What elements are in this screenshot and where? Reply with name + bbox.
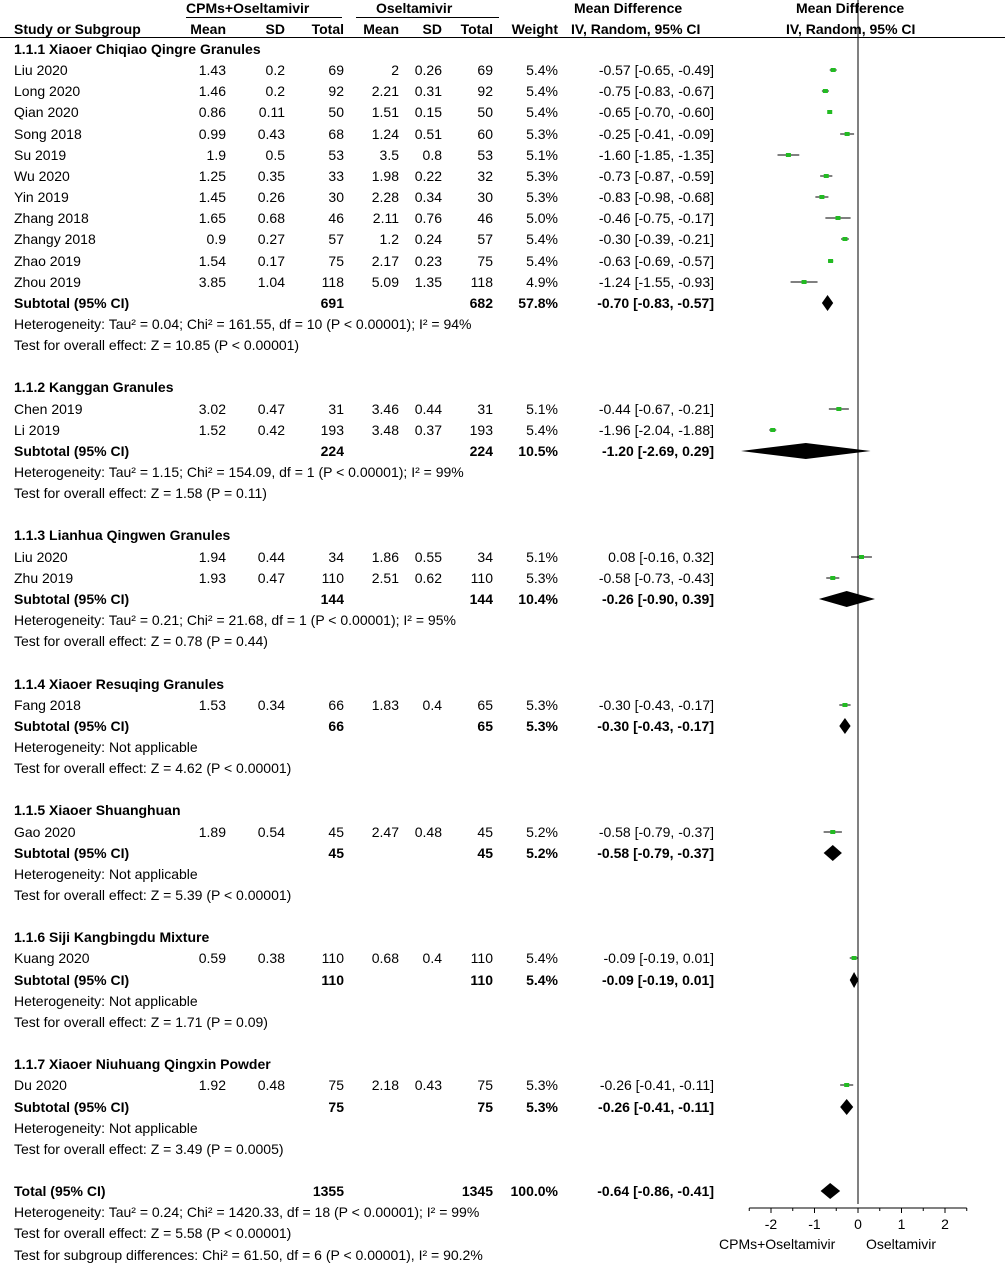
control-total: 118	[470, 274, 493, 290]
study-weight: 5.1%	[526, 401, 558, 417]
study-point-marker	[819, 195, 824, 199]
study-name: Zhao 2019	[14, 253, 81, 269]
subtotal-treatment-total: 45	[328, 845, 344, 861]
study-point-marker	[824, 174, 829, 178]
subtotal-label: Subtotal (95% CI)	[14, 1099, 130, 1115]
control-sd: 0.37	[414, 422, 442, 438]
control-mean: 3.5	[379, 147, 399, 163]
study-weight: 5.4%	[526, 422, 558, 438]
control-total: 110	[470, 950, 493, 966]
statistics-note-text: Test for overall effect: Z = 3.49 (P = 0.0005)	[14, 1141, 284, 1157]
x-axis-tick-label: 2	[941, 1216, 949, 1232]
treatment-mean: 0.59	[198, 950, 226, 966]
statistics-note-text: Test for overall effect: Z = 5.58 (P < 0.00001)	[14, 1225, 292, 1241]
study-weight: 5.3%	[526, 168, 558, 184]
statistics-note-text: Heterogeneity: Tau² = 1.15; Chi² = 154.09, df = 1 (P < 0.00001); I² = 99%	[14, 464, 464, 480]
study-mean-difference-ci: -0.09 [-0.19, 0.01]	[603, 950, 714, 966]
control-total: 92	[477, 83, 493, 99]
subtotal-treatment-total: 224	[320, 443, 344, 459]
treatment-mean: 1.65	[198, 210, 226, 226]
treatment-sd: 0.48	[257, 1077, 285, 1093]
group2-header: Oseltamivir	[376, 0, 453, 16]
study-weight: 5.4%	[526, 83, 558, 99]
treatment-total: 45	[328, 824, 344, 840]
study-point-marker	[770, 428, 775, 432]
subtotal-label: Subtotal (95% CI)	[14, 972, 130, 988]
study-mean-difference-ci: -0.58 [-0.79, -0.37]	[598, 824, 714, 840]
subgroup-title: 1.1.2 Kanggan Granules	[14, 379, 174, 395]
subtotal-diamond	[840, 1099, 853, 1115]
subtotal-treatment-total: 110	[321, 972, 344, 988]
statistics-note-text: Test for overall effect: Z = 4.62 (P < 0.00001)	[14, 760, 292, 776]
subtotal-diamond	[824, 845, 842, 861]
subtotal-diamond	[819, 591, 875, 607]
study-mean-difference-ci: -0.30 [-0.43, -0.17]	[598, 697, 714, 713]
treatment-mean: 1.46	[198, 83, 226, 99]
statistics-note-text: Test for overall effect: Z = 10.85 (P < 0.00001)	[14, 337, 300, 353]
study-name: Zhou 2019	[14, 274, 81, 290]
study-weight: 5.1%	[526, 549, 558, 565]
statistics-note-text: Heterogeneity: Tau² = 0.04; Chi² = 161.55, df = 10 (P < 0.00001); I² = 94%	[14, 316, 472, 332]
statistics-note-text: Heterogeneity: Not applicable	[14, 1120, 198, 1136]
control-total: 50	[477, 104, 493, 120]
study-name: Qian 2020	[14, 104, 79, 120]
study-mean-difference-ci: -0.46 [-0.75, -0.17]	[598, 210, 714, 226]
weight-column-header: Weight	[511, 21, 558, 37]
control-mean: 2.17	[371, 253, 399, 269]
x-axis-tick-label: -1	[808, 1216, 821, 1232]
treatment-total: 75	[328, 253, 344, 269]
study-weight: 5.4%	[526, 950, 558, 966]
control-sd: 0.34	[414, 189, 442, 205]
study-weight: 5.4%	[526, 62, 558, 78]
study-name: Kuang 2020	[14, 950, 90, 966]
treatment-mean: 0.9	[206, 231, 226, 247]
subtotal-treatment-total: 66	[328, 718, 344, 734]
statistics-note-text: Heterogeneity: Not applicable	[14, 866, 198, 882]
subtotal-mean-difference-ci: -0.58 [-0.79, -0.37]	[597, 845, 714, 861]
treatment-total: 68	[328, 126, 344, 142]
treatment-total: 69	[328, 62, 344, 78]
statistics-note-text: Test for subgroup differences: Chi² = 61.50, df = 6 (P < 0.00001), I² = 90.2%	[14, 1247, 483, 1263]
study-point-marker	[842, 237, 847, 241]
subtotal-mean-difference-ci: -0.30 [-0.43, -0.17]	[597, 718, 714, 734]
study-name: Song 2018	[14, 126, 82, 142]
study-weight: 5.1%	[526, 147, 558, 163]
control-sd: 0.4	[422, 697, 442, 713]
subtotal-control-total: 45	[477, 845, 493, 861]
subtotal-mean-difference-ci: -0.70 [-0.83, -0.57]	[597, 295, 714, 311]
study-weight: 5.4%	[526, 253, 558, 269]
study-weight: 5.3%	[526, 1077, 558, 1093]
study-weight: 5.2%	[526, 824, 558, 840]
study-point-marker	[852, 956, 857, 960]
study-weight: 4.9%	[526, 274, 558, 290]
control-total: 57	[477, 231, 493, 247]
subtotal-label: Subtotal (95% CI)	[14, 718, 130, 734]
study-weight: 5.3%	[526, 697, 558, 713]
control-mean: 1.98	[371, 168, 399, 184]
subtotal-weight: 5.3%	[526, 1099, 558, 1115]
control-total: 193	[469, 422, 493, 438]
control-mean: 3.48	[371, 422, 399, 438]
control-mean: 1.86	[371, 549, 399, 565]
study-name: Chen 2019	[14, 401, 83, 417]
study-mean-difference-ci: -0.58 [-0.73, -0.43]	[598, 570, 714, 586]
study-mean-difference-ci: -0.26 [-0.41, -0.11]	[599, 1077, 714, 1093]
treatment-sd: 0.35	[257, 168, 285, 184]
treatment-total: 66	[328, 697, 344, 713]
treatment-sd: 0.2	[265, 62, 285, 78]
control-total: 30	[477, 189, 493, 205]
study-point-marker	[830, 830, 835, 834]
subgroup-title: 1.1.7 Xiaoer Niuhuang Qingxin Powder	[14, 1056, 271, 1072]
treatment-total: 50	[328, 104, 344, 120]
study-point-marker	[823, 89, 828, 93]
control-total: 31	[477, 401, 493, 417]
control-mean: 1.24	[371, 126, 399, 142]
study-weight: 5.4%	[526, 104, 558, 120]
treatment-total: 30	[328, 189, 344, 205]
control-mean: 2.21	[371, 83, 399, 99]
study-mean-difference-ci: 0.08 [-0.16, 0.32]	[608, 549, 714, 565]
treatment-total: 46	[328, 210, 344, 226]
study-name: Du 2020	[14, 1077, 67, 1093]
overall-total-mean-difference-ci: -0.64 [-0.86, -0.41]	[597, 1183, 714, 1199]
study-weight: 5.3%	[526, 570, 558, 586]
control-sd: 0.44	[414, 401, 442, 417]
subtotal-weight: 10.4%	[518, 591, 558, 607]
study-mean-difference-ci: -0.57 [-0.65, -0.49]	[598, 62, 714, 78]
study-point-marker	[844, 1083, 849, 1087]
control-total: 45	[477, 824, 493, 840]
total2-column-header: Total	[460, 21, 493, 37]
study-name: Wu 2020	[14, 168, 70, 184]
subgroup-title: 1.1.3 Lianhua Qingwen Granules	[14, 527, 231, 543]
study-name: Zhu 2019	[14, 570, 74, 586]
statistics-note-text: Test for overall effect: Z = 5.39 (P < 0.00001)	[14, 887, 292, 903]
ci-table-column-header: IV, Random, 95% CI	[571, 21, 701, 37]
treatment-sd: 0.38	[257, 950, 285, 966]
treatment-total: 33	[328, 168, 344, 184]
treatment-mean: 0.86	[198, 104, 226, 120]
study-name: Zhang 2018	[14, 210, 89, 226]
study-mean-difference-ci: -0.83 [-0.98, -0.68]	[598, 189, 714, 205]
treatment-sd: 0.43	[257, 126, 285, 142]
control-sd: 0.76	[414, 210, 442, 226]
treatment-sd: 0.34	[257, 697, 285, 713]
control-sd: 0.22	[414, 168, 442, 184]
overall-total-control-total: 1345	[461, 1183, 493, 1199]
subtotal-diamond	[741, 443, 871, 459]
subtotal-control-total: 224	[469, 443, 493, 459]
study-mean-difference-ci: -1.96 [-2.04, -1.88]	[598, 422, 714, 438]
treatment-sd: 0.2	[265, 83, 285, 99]
subtotal-treatment-total: 75	[328, 1099, 344, 1115]
study-mean-difference-ci: -0.30 [-0.39, -0.21]	[598, 231, 714, 247]
x-axis-tick-label: 1	[897, 1216, 906, 1232]
study-point-marker	[831, 68, 836, 72]
control-sd: 0.31	[414, 83, 442, 99]
treatment-mean: 1.54	[198, 253, 226, 269]
control-mean: 2.28	[371, 189, 399, 205]
treatment-mean: 1.25	[198, 168, 226, 184]
study-mean-difference-ci: -0.25 [-0.41, -0.09]	[598, 126, 714, 142]
subgroup-title: 1.1.4 Xiaoer Resuqing Granules	[14, 676, 225, 692]
control-mean: 2	[391, 62, 399, 78]
treatment-mean: 1.53	[198, 697, 226, 713]
treatment-total: 75	[328, 1077, 344, 1093]
subtotal-mean-difference-ci: -1.20 [-2.69, 0.29]	[601, 443, 714, 459]
study-point-marker	[827, 110, 832, 114]
study-point-marker	[830, 576, 835, 580]
control-total: 60	[477, 126, 493, 142]
subtotal-diamond	[850, 972, 859, 988]
treatment-mean: 1.94	[198, 549, 226, 565]
control-mean: 1.2	[379, 231, 399, 247]
treatment-sd: 0.17	[257, 253, 285, 269]
md-table-header: Mean Difference	[574, 0, 683, 16]
statistics-note-text: Heterogeneity: Not applicable	[14, 739, 198, 755]
control-sd: 0.8	[422, 147, 442, 163]
overall-total-treatment-total: 1355	[312, 1183, 344, 1199]
treatment-mean: 1.45	[198, 189, 226, 205]
treatment-sd: 0.5	[265, 147, 285, 163]
statistics-note-text: Test for overall effect: Z = 0.78 (P = 0.44)	[14, 633, 268, 649]
subtotal-weight: 5.4%	[526, 972, 558, 988]
subtotal-control-total: 75	[477, 1099, 493, 1115]
study-point-marker	[802, 280, 807, 284]
subtotal-treatment-total: 691	[320, 295, 344, 311]
study-name: Liu 2020	[14, 549, 68, 565]
control-sd: 1.35	[414, 274, 442, 290]
subtotal-control-total: 682	[469, 295, 493, 311]
subtotal-mean-difference-ci: -0.09 [-0.19, 0.01]	[601, 972, 714, 988]
control-sd: 0.24	[414, 231, 442, 247]
study-weight: 5.3%	[526, 189, 558, 205]
treatment-sd: 0.27	[257, 231, 285, 247]
x-axis-tick-label: -2	[764, 1216, 778, 1232]
subtotal-control-total: 144	[469, 591, 493, 607]
control-mean: 2.18	[371, 1077, 399, 1093]
study-point-marker	[842, 703, 847, 707]
study-column-header: Study or Subgroup	[14, 21, 141, 37]
group1-header: CPMs+Oseltamivir	[186, 0, 310, 16]
subtotal-diamond	[839, 718, 850, 734]
control-mean: 0.68	[371, 950, 399, 966]
control-sd: 0.51	[414, 126, 442, 142]
control-mean: 2.11	[372, 210, 399, 226]
statistics-note-text: Test for overall effect: Z = 1.71 (P = 0.09)	[14, 1014, 268, 1030]
treatment-sd: 0.54	[257, 824, 285, 840]
study-mean-difference-ci: -1.24 [-1.55, -0.93]	[598, 274, 714, 290]
control-mean: 2.51	[371, 570, 399, 586]
control-mean: 5.09	[371, 274, 399, 290]
treatment-mean: 1.93	[198, 570, 226, 586]
overall-diamond	[821, 1183, 841, 1199]
treatment-mean: 3.85	[198, 274, 226, 290]
study-name: Yin 2019	[14, 189, 69, 205]
subtotal-label: Subtotal (95% CI)	[14, 591, 130, 607]
control-total: 69	[477, 62, 493, 78]
favours-right-label: Oseltamivir	[866, 1236, 937, 1252]
control-total: 34	[477, 549, 493, 565]
sd2-column-header: SD	[422, 21, 442, 37]
treatment-mean: 1.9	[206, 147, 226, 163]
subtotal-weight: 10.5%	[518, 443, 558, 459]
treatment-sd: 0.47	[257, 401, 285, 417]
statistics-note-text: Test for overall effect: Z = 1.58 (P = 0.11)	[14, 485, 267, 501]
subgroup-title: 1.1.6 Siji Kangbingdu Mixture	[14, 929, 210, 945]
statistics-note-text: Heterogeneity: Not applicable	[14, 993, 198, 1009]
study-point-marker	[859, 555, 864, 559]
overall-total-weight: 100.0%	[510, 1183, 558, 1199]
treatment-total: 57	[328, 231, 344, 247]
control-total: 53	[477, 147, 493, 163]
subtotal-mean-difference-ci: -0.26 [-0.90, 0.39]	[601, 591, 714, 607]
favours-left-label: CPMs+Oseltamivir	[719, 1236, 836, 1252]
control-total: 110	[470, 570, 493, 586]
treatment-sd: 0.68	[257, 210, 285, 226]
study-name: Long 2020	[14, 83, 81, 99]
control-mean: 1.83	[371, 697, 399, 713]
subtotal-weight: 5.3%	[526, 718, 558, 734]
control-mean: 1.51	[371, 104, 399, 120]
study-name: Li 2019	[14, 422, 60, 438]
study-weight: 5.4%	[526, 231, 558, 247]
mean1-column-header: Mean	[190, 21, 226, 37]
subtotal-control-total: 65	[477, 718, 493, 734]
treatment-total: 92	[328, 83, 344, 99]
control-mean: 3.46	[371, 401, 399, 417]
control-total: 46	[477, 210, 493, 226]
subtotal-weight: 57.8%	[518, 295, 558, 311]
total1-column-header: Total	[311, 21, 344, 37]
subtotal-label: Subtotal (95% CI)	[14, 845, 130, 861]
treatment-total: 110	[321, 570, 344, 586]
subtotal-control-total: 110	[470, 972, 493, 988]
treatment-total: 118	[321, 274, 344, 290]
treatment-total: 31	[328, 401, 344, 417]
study-point-marker	[845, 132, 850, 136]
md-plot-header: Mean Difference	[796, 0, 905, 16]
control-sd: 0.15	[414, 104, 442, 120]
study-weight: 5.0%	[526, 210, 558, 226]
control-mean: 2.47	[371, 824, 399, 840]
control-total: 75	[477, 1077, 493, 1093]
subtotal-weight: 5.2%	[526, 845, 558, 861]
control-sd: 0.48	[414, 824, 442, 840]
treatment-mean: 0.99	[198, 126, 226, 142]
control-total: 65	[477, 697, 493, 713]
control-sd: 0.55	[414, 549, 442, 565]
control-total: 32	[477, 168, 493, 184]
subtotal-label: Subtotal (95% CI)	[14, 295, 130, 311]
statistics-note-text: Heterogeneity: Tau² = 0.24; Chi² = 1420.33, df = 18 (P < 0.00001); I² = 99%	[14, 1204, 480, 1220]
control-sd: 0.62	[414, 570, 442, 586]
study-point-marker	[835, 216, 840, 220]
x-axis-tick-label: 0	[854, 1216, 862, 1232]
study-mean-difference-ci: -0.44 [-0.67, -0.21]	[598, 401, 714, 417]
subgroup-title: 1.1.5 Xiaoer Shuanghuan	[14, 802, 181, 818]
treatment-sd: 0.44	[257, 549, 285, 565]
mean2-column-header: Mean	[363, 21, 399, 37]
treatment-sd: 0.47	[257, 570, 285, 586]
subtotal-diamond	[822, 295, 833, 311]
study-mean-difference-ci: -1.60 [-1.85, -1.35]	[598, 147, 714, 163]
study-name: Fang 2018	[14, 697, 81, 713]
study-point-marker	[786, 153, 791, 157]
subtotal-treatment-total: 144	[320, 591, 344, 607]
treatment-mean: 1.43	[198, 62, 226, 78]
control-total: 75	[477, 253, 493, 269]
subtotal-mean-difference-ci: -0.26 [-0.41, -0.11]	[598, 1099, 714, 1115]
control-sd: 0.26	[414, 62, 442, 78]
treatment-total: 34	[328, 549, 344, 565]
study-name: Gao 2020	[14, 824, 76, 840]
treatment-total: 110	[321, 950, 344, 966]
study-mean-difference-ci: -0.63 [-0.69, -0.57]	[598, 253, 714, 269]
treatment-mean: 1.89	[198, 824, 226, 840]
treatment-mean: 1.92	[198, 1077, 226, 1093]
subgroup-title: 1.1.1 Xiaoer Chiqiao Qingre Granules	[14, 41, 261, 57]
study-point-marker	[828, 259, 833, 263]
treatment-mean: 1.52	[198, 422, 226, 438]
treatment-sd: 1.04	[257, 274, 285, 290]
control-sd: 0.4	[422, 950, 442, 966]
study-point-marker	[836, 407, 841, 411]
treatment-total: 193	[320, 422, 344, 438]
study-name: Su 2019	[14, 147, 67, 163]
study-mean-difference-ci: -0.73 [-0.87, -0.59]	[598, 168, 714, 184]
treatment-sd: 0.42	[257, 422, 285, 438]
subtotal-label: Subtotal (95% CI)	[14, 443, 130, 459]
treatment-sd: 0.11	[258, 104, 285, 120]
control-sd: 0.23	[414, 253, 442, 269]
ci-plot-column-header: IV, Random, 95% CI	[786, 21, 916, 37]
study-name: Liu 2020	[14, 62, 68, 78]
treatment-mean: 3.02	[198, 401, 226, 417]
sd1-column-header: SD	[265, 21, 285, 37]
study-mean-difference-ci: -0.65 [-0.70, -0.60]	[598, 104, 714, 120]
study-weight: 5.3%	[526, 126, 558, 142]
statistics-note-text: Heterogeneity: Tau² = 0.21; Chi² = 21.68, df = 1 (P < 0.00001); I² = 95%	[14, 612, 456, 628]
treatment-sd: 0.26	[257, 189, 285, 205]
treatment-total: 53	[328, 147, 344, 163]
overall-total-label: Total (95% CI)	[14, 1183, 106, 1199]
control-sd: 0.43	[414, 1077, 442, 1093]
study-mean-difference-ci: -0.75 [-0.83, -0.67]	[598, 83, 714, 99]
study-name: Zhangy 2018	[14, 231, 96, 247]
